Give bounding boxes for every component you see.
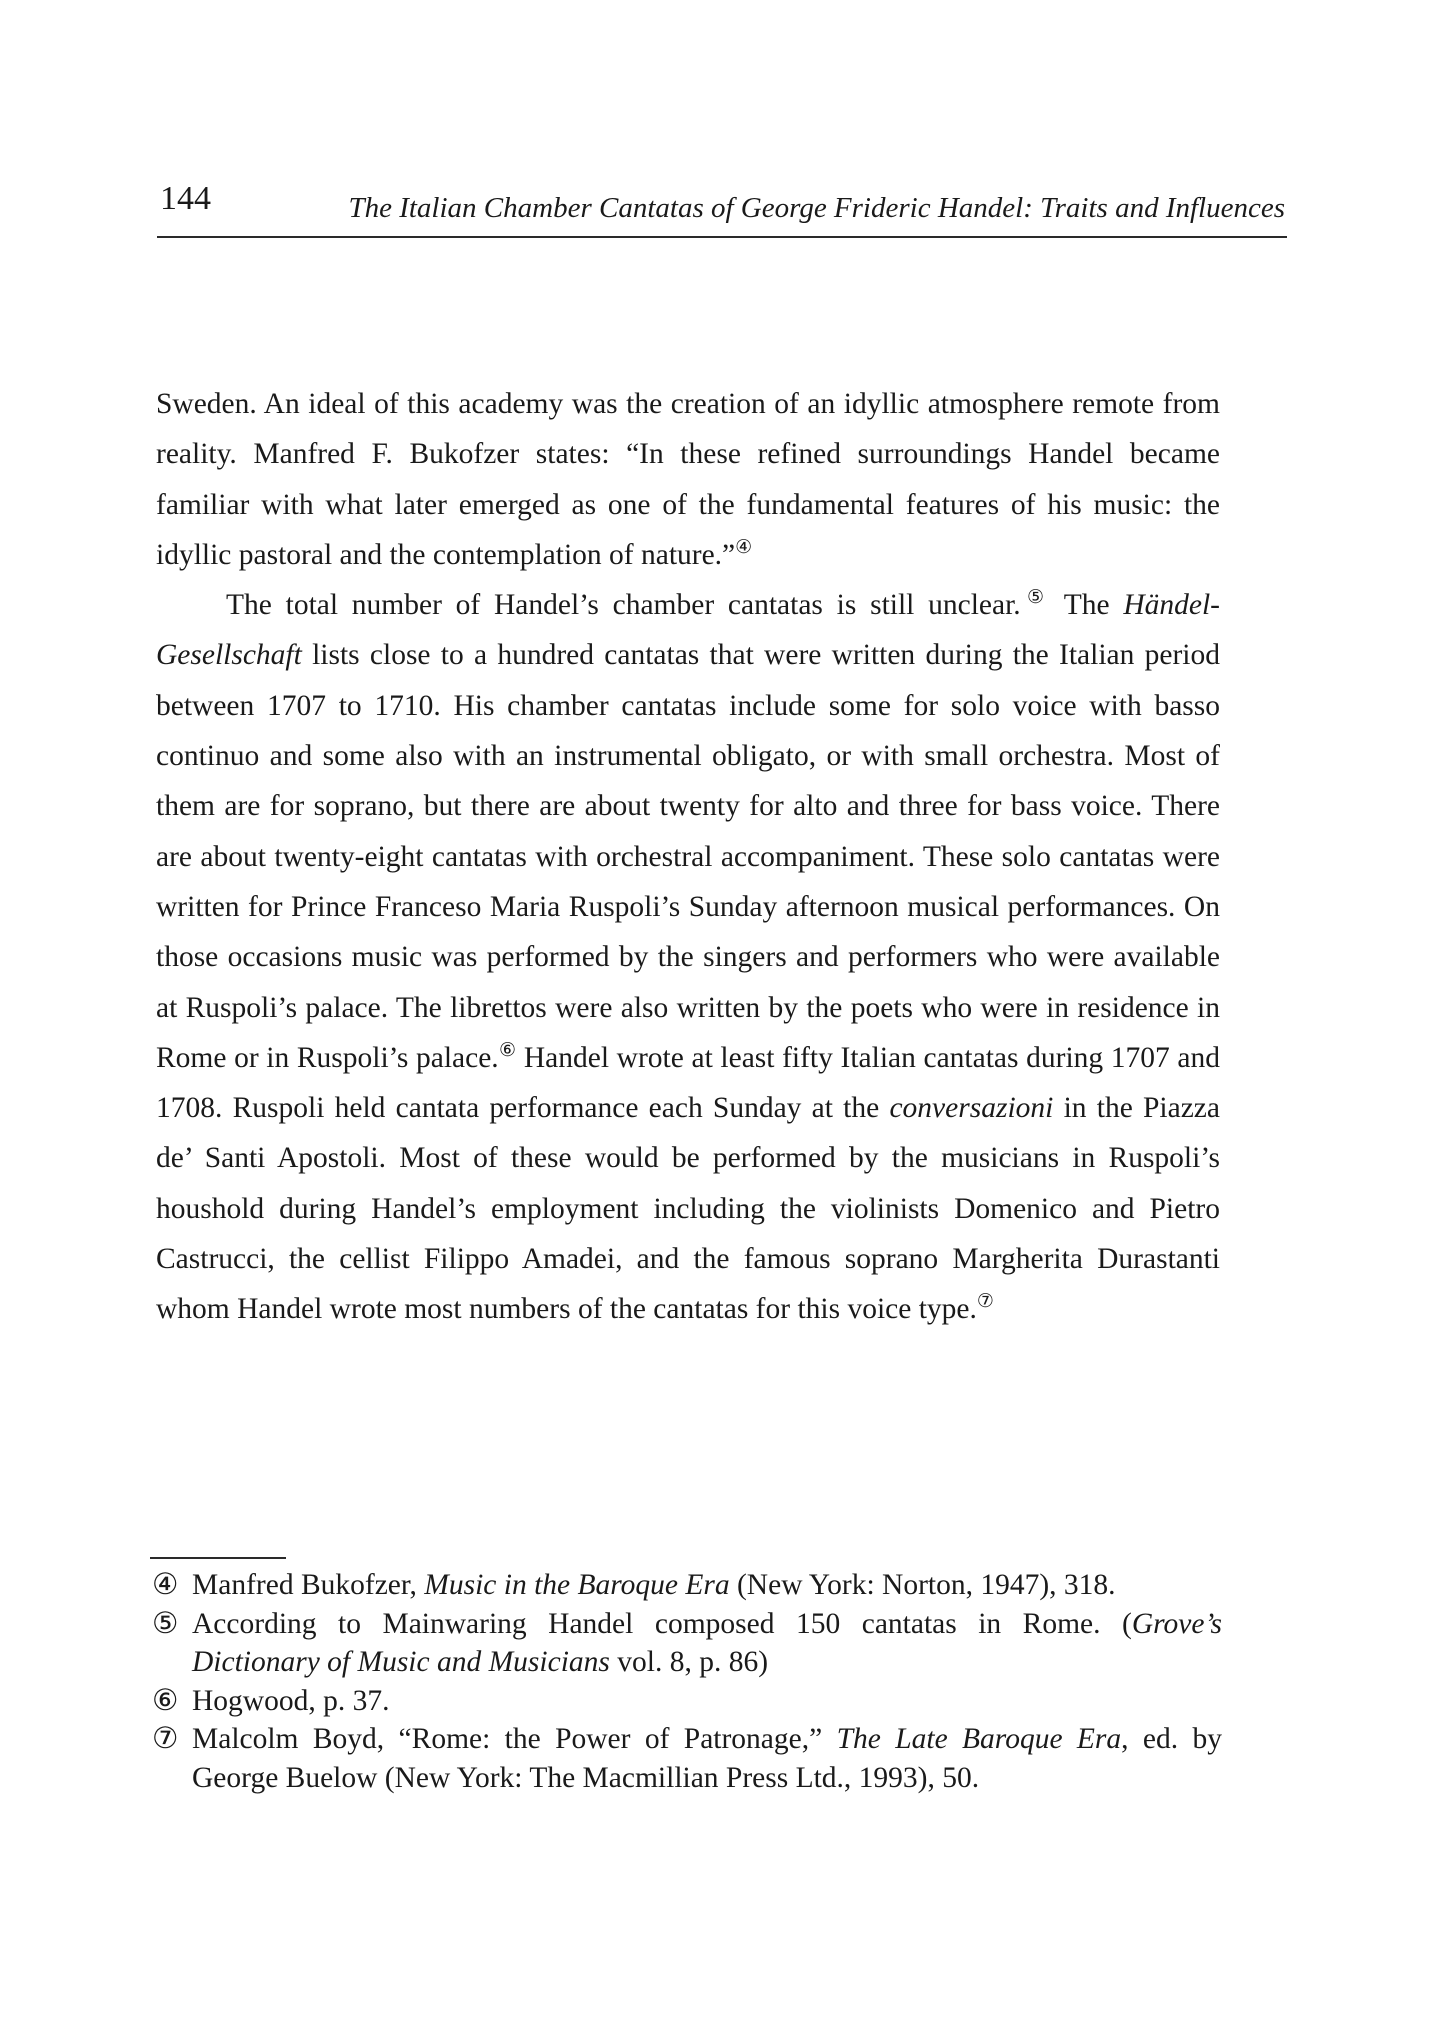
text-run: lists close to a hundred cantatas that were written during the Italian period between 1707 to 1710. His chamber cantatas include some for solo voice with basso continuo and some also with an instrumental obligato, or with small orchestra. Most of them are for soprano, but there are about twenty for alto and three for bass voice. There are about twenty-eight cantatas with orchestral accompaniment. These solo cantatas were written for Prince Franceso Maria Ruspoli’s Sunday afternoon musical performances. On those occasions music was performed by the singers and performers who were available at Ruspoli’s palace. The librettos were also written by the poets who were in residence in Rome or in Ruspoli’s palace.	[156, 639, 1220, 1074]
text-run: According to Mainwaring Handel composed 150 cantatas in Rome. (	[192, 1607, 1132, 1640]
footnote-marker: ④	[735, 537, 753, 559]
footnote-number: ⑦	[152, 1723, 179, 1755]
footnote	[152, 1605, 1222, 1682]
text-run: Hogwood, p. 37.	[192, 1684, 390, 1717]
text-run: (New York: Norton, 1947), 318.	[729, 1569, 1116, 1601]
text-run: Manfred Bukofzer,	[192, 1569, 425, 1601]
header-rule	[157, 236, 1287, 238]
footnote-marker: ⑥	[498, 1040, 517, 1062]
text-run: The total number of Handel’s chamber cantatas is still unclear.	[226, 589, 1021, 622]
footnote-number: ⑤	[152, 1607, 179, 1640]
paragraph	[156, 379, 1220, 580]
italic-text: Music in the Baroque Era	[424, 1569, 730, 1601]
footnote-marker: ⑦	[976, 1291, 994, 1313]
text-run: , ed. by George Buelow (New York: The Macmillian Press Ltd., 1993), 50.	[192, 1723, 1222, 1794]
italic-text: Grove’s Dictionary of Music and Musicians	[192, 1607, 1222, 1678]
footnote-number: ⑥	[152, 1684, 179, 1717]
italic-text: conversazioni	[889, 1092, 1054, 1125]
paragraph	[156, 580, 1220, 1334]
footnote-number: ④	[152, 1569, 179, 1601]
italic-text: The Late Baroque Era	[836, 1723, 1122, 1755]
italic-text: Händel-Gesellschaft	[156, 589, 1220, 672]
footnote-marker: ⑤	[1020, 587, 1051, 609]
text-run: in the Piazza de’ Santi Apostoli. Most of these would be performed by the musicians in Ruspoli’s houshold during Handel’s employment including the violinists Domenico and Pietro Castrucci, the cellist Filippo Amadei, and the famous soprano Margherita Durastanti whom Handel wrote most numbers of the cantatas for this voice type.	[156, 1092, 1220, 1326]
page-number: 144	[160, 180, 211, 217]
text-run: Sweden. An ideal of this academy was the creation of an idyllic atmosphere remote from reality. Manfred F. Bukofzer states: “In these refined surroundings Handel became familiar with what later emerged as one of the fundamental features of his music: the idyllic pastoral and the contemplation of nature.”	[156, 388, 1220, 571]
text-run: vol. 8, p. 86)	[609, 1646, 769, 1678]
text-run: Malcolm Boyd, “Rome: the Power of Patronage,”	[192, 1723, 837, 1755]
footnote-rule	[150, 1557, 286, 1559]
footnote	[152, 1566, 1222, 1605]
footnote	[152, 1682, 1222, 1721]
body-text	[156, 379, 1220, 1335]
footnotes	[152, 1566, 1222, 1797]
text-run: Handel wrote at least fifty Italian cantatas during 1707 and 1708. Ruspoli held cantata performance each Sunday at the	[156, 1041, 1220, 1125]
text-run: The	[1050, 589, 1124, 622]
footnote	[152, 1720, 1222, 1797]
running-title: The Italian Chamber Cantatas of George Frideric Handel: Traits and Influences	[348, 192, 1285, 224]
